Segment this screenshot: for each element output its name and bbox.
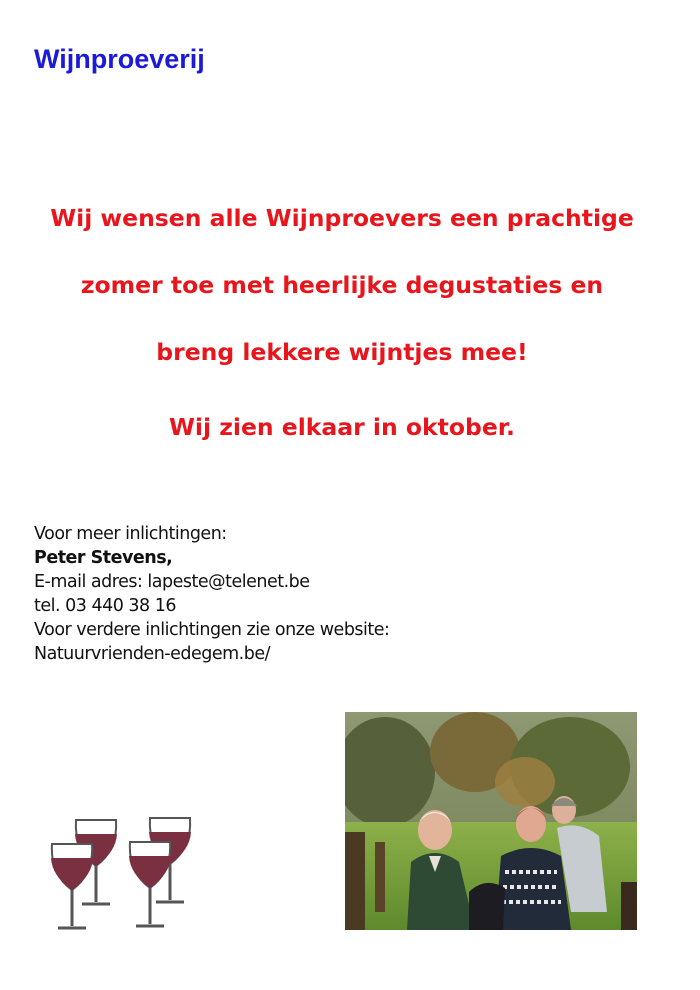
group-walking-photo xyxy=(345,712,637,930)
website-intro: Voor verdere inlichtingen zie onze website: xyxy=(34,620,390,640)
contact-email: E-mail adres: lapeste@telenet.be xyxy=(34,572,310,592)
website-link[interactable]: Natuurvrienden-edegem.be/ xyxy=(34,644,271,664)
contact-name: Peter Stevens, xyxy=(34,548,173,568)
contact-phone: tel. 03 440 38 16 xyxy=(34,596,177,616)
message-line-2: zomer toe met heerlijke degustaties en xyxy=(80,271,604,299)
message-line-4: Wij zien elkaar in oktober. xyxy=(169,413,515,441)
page-title: Wijnproeverij xyxy=(34,44,205,74)
contact-info xyxy=(34,522,389,666)
message-line-3: breng lekkere wijntjes mee! xyxy=(156,338,528,366)
summer-message xyxy=(0,196,684,472)
message-line-1: Wij wensen alle Wijnproevers een prachtige xyxy=(50,204,634,232)
wine-glasses-icon xyxy=(48,812,206,934)
contact-intro: Voor meer inlichtingen: xyxy=(34,524,227,544)
